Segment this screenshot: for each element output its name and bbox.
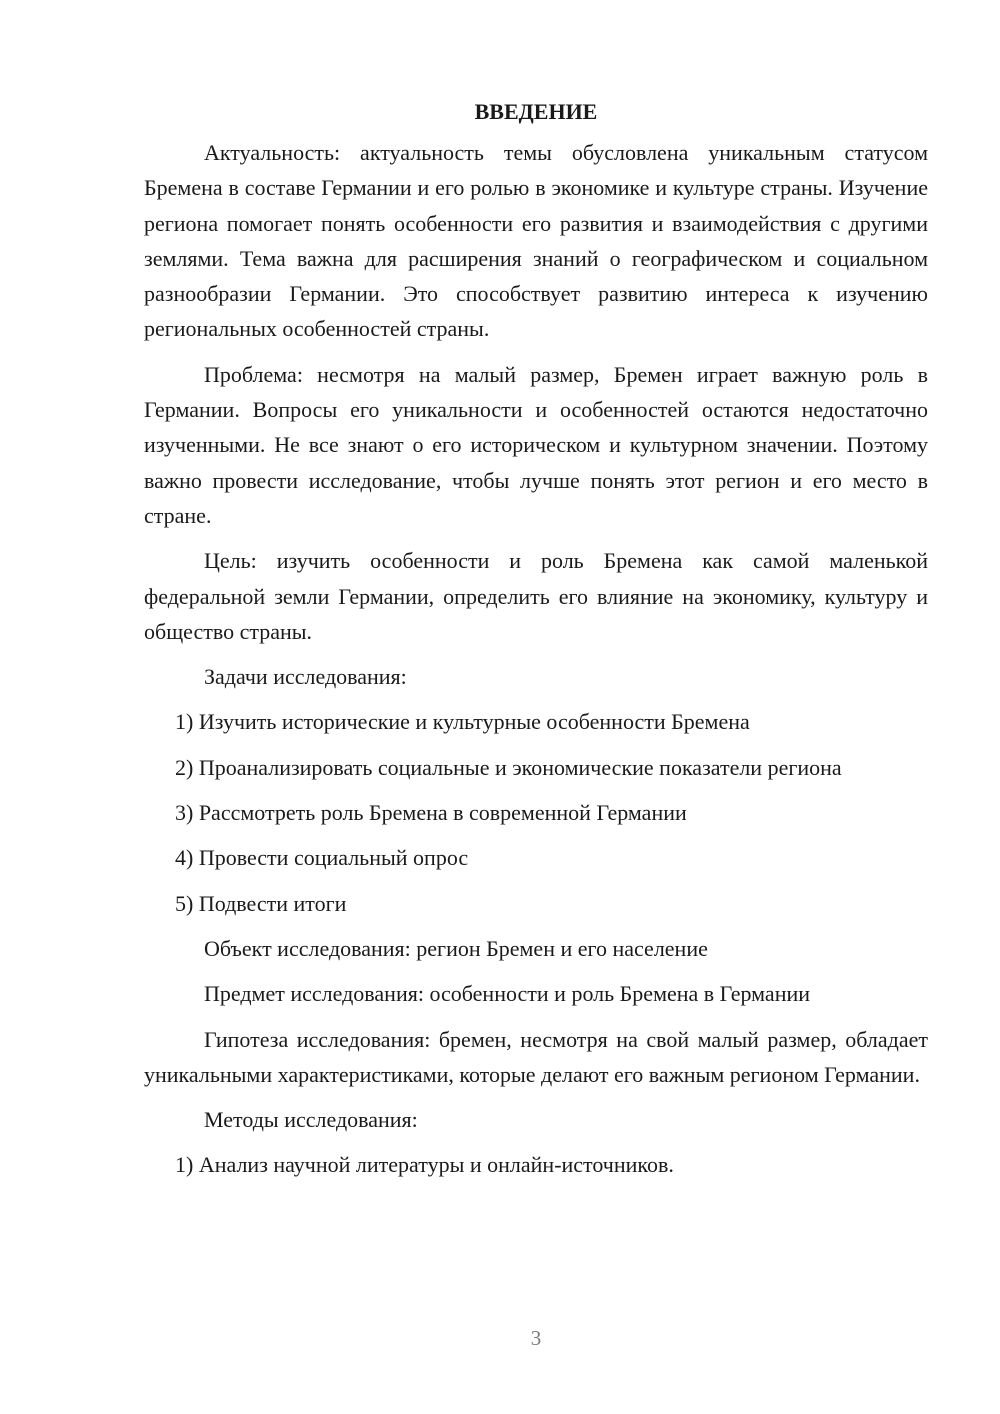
problem-paragraph: Проблема: несмотря на малый размер, Бремен играет важную роль в Германии. Вопросы его уникальности и особенностей остаются недостаточно изученными. Не все знают о его историческом и культурном значении. Поэтому важно провести исследование, чтобы лучше понять этот регион и его место в стране. bbox=[144, 361, 928, 528]
task-item-5: 5) Подвести итоги bbox=[175, 890, 347, 916]
document-body bbox=[144, 94, 928, 1193]
tasks-heading: Задачи исследования: bbox=[204, 664, 407, 690]
object-paragraph: Объект исследования: регион Бремен и его население bbox=[204, 935, 708, 961]
goal-paragraph: Цель: изучить особенности и роль Бремена как самой маленькой федеральной земли Германии, определить его влияние на экономику, культуру и общество страны. bbox=[144, 548, 928, 644]
method-item-1: 1) Анализ научной литературы и онлайн-источников. bbox=[175, 1152, 674, 1178]
task-item-1: 1) Изучить исторические и культурные особенности Бремена bbox=[175, 709, 750, 735]
methods-heading: Методы исследования: bbox=[204, 1107, 418, 1133]
task-item-3: 3) Рассмотреть роль Бремена в современной Германии bbox=[175, 800, 687, 826]
relevance-paragraph: Актуальность: актуальность темы обусловлена уникальным статусом Бремена в составе Германии и его ролью в экономике и культуре страны. Изучение региона помогает понять особенности его развития и взаимодействия с другими землями. Тема важна для расширения знаний о географическом и социальном разнообразии Германии. Это способствует развитию интереса к изучению региональных особенностей страны. bbox=[144, 140, 928, 342]
page-number: 3 bbox=[530, 1326, 542, 1350]
subject-paragraph: Предмет исследования: особенности и роль Бремена в Германии bbox=[204, 981, 811, 1007]
page-title: ВВЕДЕНИЕ bbox=[474, 99, 598, 124]
hypothesis-paragraph: Гипотеза исследования: бремен, несмотря на свой малый размер, обладает уникальными характеристиками, которые делают его важным регионом Германии. bbox=[144, 1026, 928, 1087]
task-item-4: 4) Провести социальный опрос bbox=[175, 845, 469, 871]
task-item-2: 2) Проанализировать социальные и экономические показатели региона bbox=[175, 754, 842, 780]
